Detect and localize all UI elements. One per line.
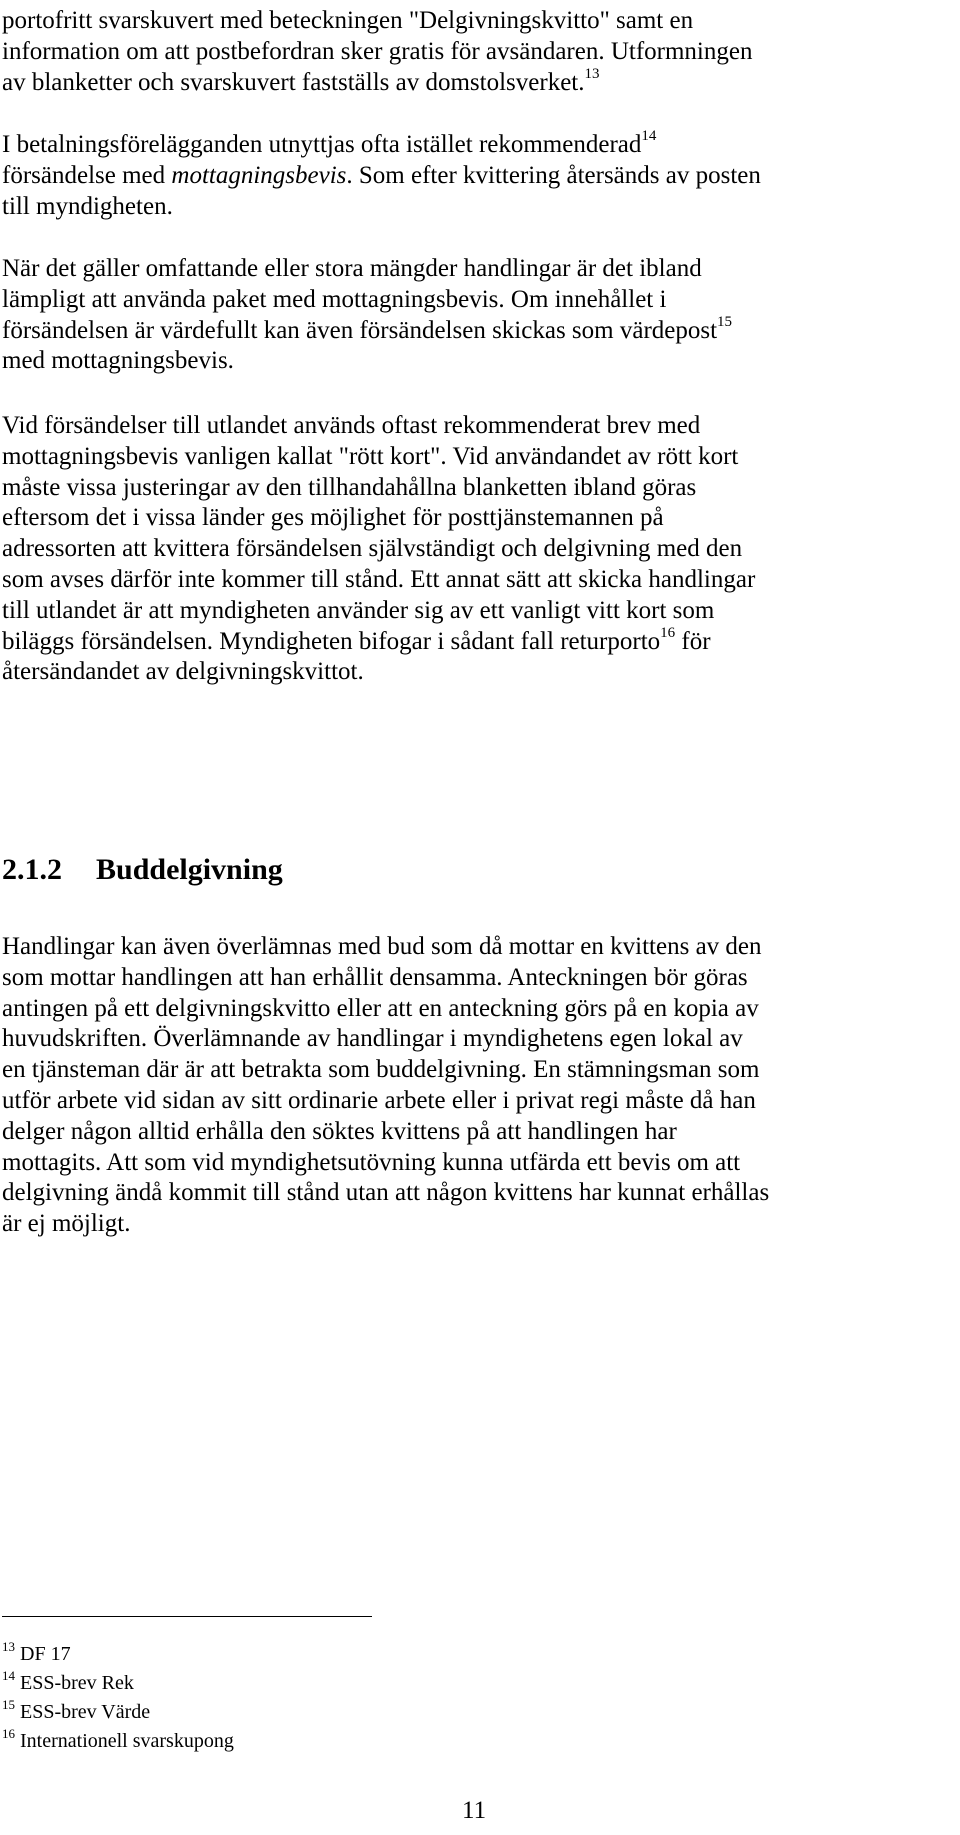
- italic-term: mottagningsbevis: [171, 161, 347, 189]
- text-line: Vid försändelser till utlandet används oftast rekommenderat brev med: [2, 412, 701, 439]
- text-line: delgivning ändå kommit till stånd utan att någon kvittens har kunnat erhållas: [2, 1179, 770, 1207]
- paragraph-payment-orders: [2, 130, 950, 222]
- text-line: huvudskriften. Överlämnande av handlingar i myndighetens egen lokal av: [2, 1025, 743, 1053]
- text-segment: försändelsen är värdefullt kan även försändelsen skickas som värdepost: [2, 316, 718, 344]
- text-segment: biläggs försändelsen. Myndigheten bifogar i sådant fall returporto: [2, 627, 661, 655]
- text-line: måste vissa justeringar av den tillhandahållna blanketten ibland göras: [2, 473, 697, 501]
- text-line: återsändandet av delgivningskvittot.: [2, 658, 364, 686]
- text-line: till myndigheten.: [2, 192, 173, 220]
- text-line: en tjänsteman där är att betrakta som buddelgivning. En stämningsman som: [2, 1056, 760, 1084]
- text-line: information om att postbefordran sker gratis för avsändaren. Utformningen: [2, 37, 753, 65]
- footnote-number: 16: [2, 1726, 15, 1741]
- text-line: eftersom det i vissa länder ges möjlighet för posttjänstemannen på: [2, 504, 664, 532]
- text-line: med mottagningsbevis.: [2, 347, 234, 375]
- paragraph-packages: [2, 254, 950, 377]
- footnote-number: 15: [2, 1697, 15, 1712]
- footnote-16: [2, 1727, 234, 1756]
- text-line: [2, 65, 950, 99]
- footnote-15: [2, 1698, 234, 1727]
- text-line: är ej möjligt.: [2, 1210, 131, 1238]
- paragraph-return-envelope: [2, 6, 950, 98]
- footnote-14: [2, 1669, 234, 1698]
- footnote-separator: [2, 1616, 372, 1617]
- section-heading: [2, 852, 283, 888]
- footnotes: [2, 1640, 234, 1756]
- text-line: som avses därför inte kommer till stånd. Ett annat sätt att skicka handlingar: [2, 565, 756, 593]
- text-line: [2, 161, 950, 192]
- text-line: mottagits. Att som vid myndighetsutövning kunna utfärda ett bevis om att: [2, 1148, 741, 1176]
- text-line: utför arbete vid sidan av sitt ordinarie arbete eller i privat regi måste då han: [2, 1086, 756, 1114]
- text-segment: för: [675, 627, 711, 655]
- text-line: adressorten att kvittera försändelsen självständigt och delgivning med den: [2, 535, 743, 563]
- text-line: När det gäller omfattande eller stora mängder handlingar är det ibland: [2, 255, 702, 282]
- text-line: [2, 130, 950, 161]
- footnote-ref-13[interactable]: 13: [584, 65, 600, 82]
- text-line: delger någon alltid erhålla den söktes kvittens på att handlingen har: [2, 1117, 677, 1145]
- text-segment: av blanketter och svarskuvert fastställs av domstolsverket.: [2, 68, 585, 96]
- text-line: Handlingar kan även överlämnas med bud som då mottar en kvittens av den: [2, 933, 762, 960]
- text-segment: I betalningsförelägganden utnyttjas ofta istället rekommenderad: [2, 131, 642, 158]
- footnote-text: Internationell svarskupong: [20, 1730, 234, 1752]
- footnote-number: 14: [2, 1668, 15, 1683]
- footnote-ref-16[interactable]: 16: [660, 624, 676, 641]
- text-line: [2, 624, 950, 658]
- footnote-text: ESS-brev Värde: [20, 1701, 151, 1723]
- footnote-number: 13: [2, 1639, 15, 1654]
- footnote-text: ESS-brev Rek: [20, 1672, 134, 1694]
- text-segment: försändelse med: [2, 161, 172, 189]
- text-line: [2, 313, 950, 347]
- text-line: antingen på ett delgivningskvitto eller att en anteckning görs på en kopia av: [2, 994, 759, 1022]
- section-title: Buddelgivning: [96, 853, 283, 886]
- text-segment: . Som efter kvittering återsänds av posten: [346, 161, 761, 189]
- footnote-ref-15[interactable]: 15: [717, 313, 733, 330]
- text-line: till utlandet är att myndigheten använder sig av ett vanligt vitt kort som: [2, 596, 715, 624]
- text-line: portofritt svarskuvert med beteckningen "Delgivningskvitto" samt en: [2, 7, 694, 34]
- paragraph-international: [2, 411, 950, 688]
- section-number: 2.1.2: [2, 853, 62, 886]
- text-line: som mottar handlingen att han erhållit densamma. Anteckningen bör göras: [2, 963, 748, 991]
- text-line: lämpligt att använda paket med mottagningsbevis. Om innehållet i: [2, 285, 667, 313]
- footnote-ref-14[interactable]: 14: [641, 128, 657, 144]
- footnote-13: [2, 1640, 234, 1669]
- footnote-text: DF 17: [20, 1643, 71, 1665]
- page-number: 11: [462, 1797, 487, 1824]
- text-line: mottagningsbevis vanligen kallat "rött kort". Vid användandet av rött kort: [2, 442, 739, 470]
- paragraph-courier-delivery: [2, 932, 950, 1240]
